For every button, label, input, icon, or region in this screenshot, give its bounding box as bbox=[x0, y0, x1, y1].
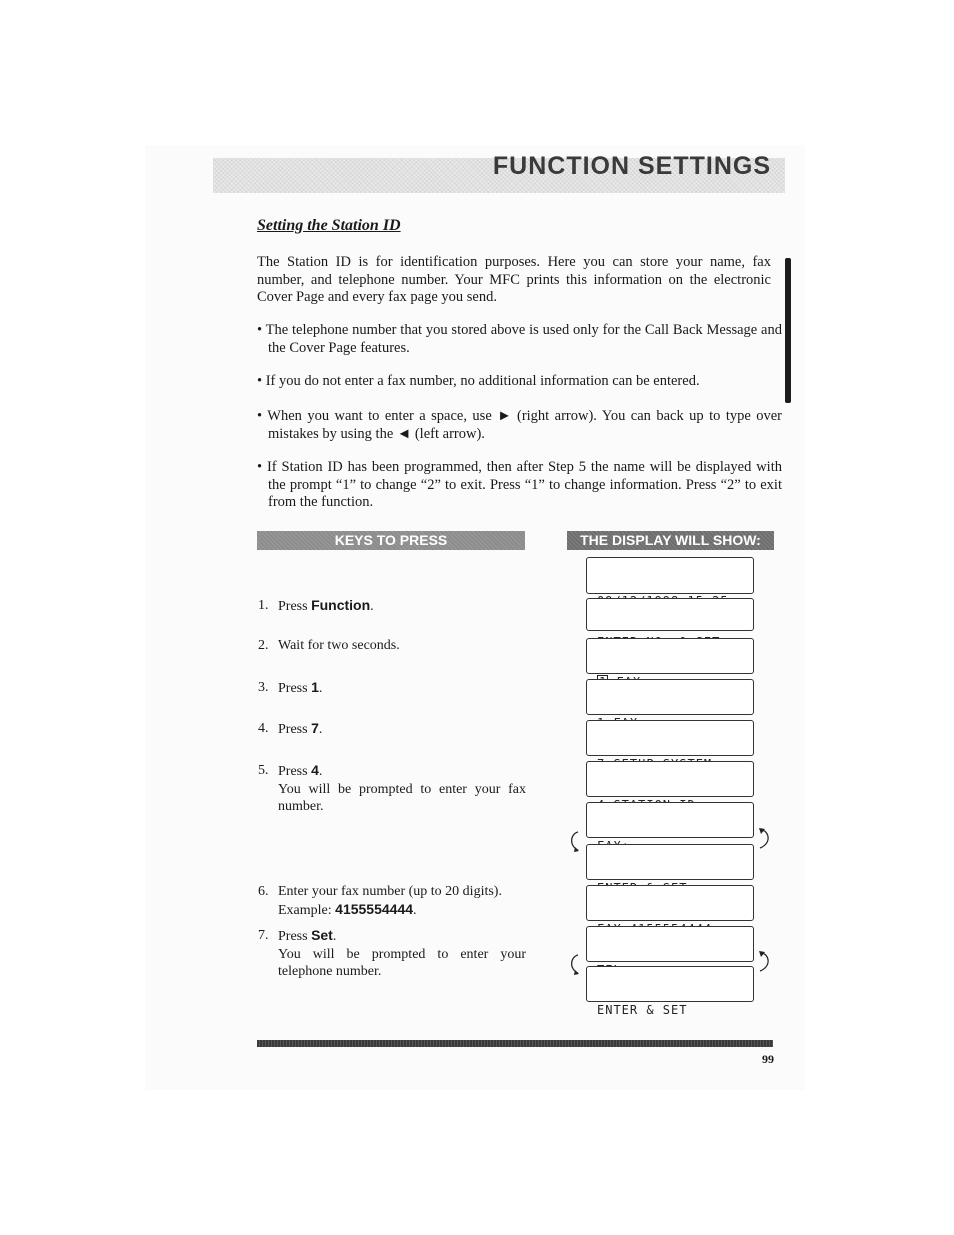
footer-band bbox=[257, 1040, 773, 1047]
lcd-display-date-time bbox=[586, 557, 754, 594]
cycle-right-arrow-icon bbox=[756, 826, 778, 852]
step-7 bbox=[258, 927, 526, 981]
step-text: Enter your fax number (up to 20 digits). bbox=[278, 884, 502, 899]
page-number: 99 bbox=[762, 1052, 774, 1066]
lcd-display-enter-set bbox=[586, 844, 754, 880]
lcd-display-setup-system bbox=[586, 720, 754, 756]
keys-to-press-heading: KEYS TO PRESS bbox=[257, 531, 525, 550]
note-bullet: • The telephone number that you stored above is used only for the Call Back Message and the Cover Page features. bbox=[257, 322, 782, 356]
step-note: You will be prompted to enter your fax number. bbox=[278, 781, 526, 814]
step-text-end: . bbox=[370, 599, 374, 614]
step-number: 6. bbox=[258, 884, 269, 899]
note-bullet: • If you do not enter a fax number, no additional information can be entered. bbox=[257, 373, 700, 389]
lcd-display-tel-prompt bbox=[586, 926, 754, 962]
step-key: Set bbox=[311, 927, 333, 943]
step-text: Press bbox=[278, 764, 312, 779]
step-number: 7. bbox=[258, 928, 269, 943]
step-6 bbox=[258, 883, 533, 919]
example-label: Example: bbox=[278, 902, 336, 918]
page-edge-tab bbox=[785, 258, 791, 403]
step-text-end: . bbox=[318, 722, 323, 737]
step-text-end: . bbox=[332, 929, 337, 944]
step-5 bbox=[258, 762, 526, 816]
step-1 bbox=[258, 597, 533, 616]
note-bullet: • If Station ID has been programmed, then after Step 5 the name will be displayed with the prompt “1” to change “2” to exit. Press “1” to change information. Press “2” to exit from the function. bbox=[257, 459, 782, 510]
lcd-display-fax-prompt bbox=[586, 802, 754, 838]
example-end: . bbox=[413, 902, 417, 918]
step-note: You will be prompted to enter your telephone number. bbox=[278, 946, 526, 979]
step-2 bbox=[258, 637, 533, 655]
cycle-left-arrow-icon bbox=[566, 830, 588, 856]
section-title: Setting the Station ID bbox=[257, 217, 401, 234]
chapter-header-band bbox=[213, 152, 785, 193]
step-key: 1 bbox=[311, 679, 319, 695]
step-number: 2. bbox=[258, 638, 269, 653]
step-text: Press bbox=[278, 681, 312, 696]
step-number: 4. bbox=[258, 721, 269, 736]
display-will-show-heading: THE DISPLAY WILL SHOW: bbox=[567, 531, 774, 550]
intro-paragraph: The Station ID is for identification purposes. Here you can store your name, fax number, and telephone number. Your MFC prints this information on the electronic Cover Page and every fax page you send. bbox=[257, 254, 771, 305]
step-text-end: . bbox=[318, 681, 323, 696]
step-key: Function bbox=[311, 597, 371, 613]
step-number: 3. bbox=[258, 680, 269, 695]
step-text: Press bbox=[278, 599, 312, 614]
lcd-display-fax bbox=[586, 679, 754, 715]
step-number: 1. bbox=[258, 598, 269, 613]
step-text-end: . bbox=[318, 764, 323, 779]
step-4 bbox=[258, 720, 533, 739]
lcd-line-1: ENTER & SET bbox=[597, 1003, 688, 1017]
step-key: 4 bbox=[311, 762, 319, 778]
step-text: Wait for two seconds. bbox=[278, 638, 400, 653]
note-bullet: • When you want to enter a space, use ► (right arrow). You can back up to type over mistakes by using the ◄ (left arrow). bbox=[257, 408, 782, 442]
cycle-right-arrow-icon bbox=[756, 949, 778, 975]
lcd-display-menu-select bbox=[586, 638, 754, 674]
chapter-title: FUNCTION SETTINGS bbox=[492, 152, 771, 180]
lcd-display-fax-number bbox=[586, 885, 754, 921]
step-text: Press bbox=[278, 929, 312, 944]
lcd-display-station-id bbox=[586, 761, 754, 797]
step-3 bbox=[258, 679, 533, 698]
example-number: 4155554444 bbox=[335, 900, 414, 917]
step-key: 7 bbox=[311, 720, 319, 736]
step-text: Press bbox=[278, 722, 312, 737]
cycle-left-arrow-icon bbox=[566, 953, 588, 979]
lcd-display-enter-no bbox=[586, 598, 754, 631]
step-number: 5. bbox=[258, 763, 269, 778]
lcd-display-enter-set bbox=[586, 966, 754, 1017]
